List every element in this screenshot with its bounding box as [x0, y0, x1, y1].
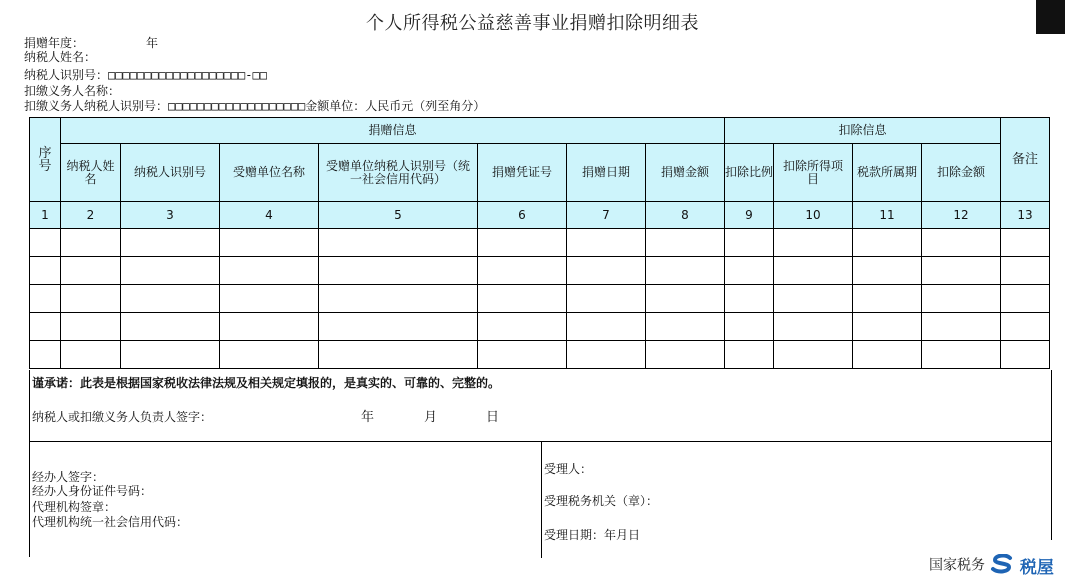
- col-deduction-income-item: 扣除所得项目: [774, 144, 853, 202]
- col-number-2: 2: [61, 202, 121, 229]
- table-cell[interactable]: [61, 341, 121, 369]
- col-number-13: 13: [1001, 202, 1050, 229]
- table-cell[interactable]: [646, 341, 725, 369]
- table-row: [30, 229, 1050, 257]
- table-cell[interactable]: [922, 229, 1001, 257]
- table-cell[interactable]: [922, 313, 1001, 341]
- col-number-5: 5: [319, 202, 478, 229]
- table-cell[interactable]: [646, 257, 725, 285]
- table-cell[interactable]: [774, 285, 853, 313]
- agent-acceptance-section: [29, 441, 1052, 557]
- table-cell[interactable]: [774, 313, 853, 341]
- table-cell[interactable]: [567, 313, 646, 341]
- table-row: [30, 341, 1050, 369]
- table-cell[interactable]: [853, 229, 922, 257]
- col-donation-amount: 捐赠金额: [646, 144, 725, 202]
- table-cell[interactable]: [774, 229, 853, 257]
- table-cell[interactable]: [567, 285, 646, 313]
- table-cell[interactable]: [121, 229, 220, 257]
- agency-credit-code-label: 代理机构统一社会信用代码：: [32, 515, 189, 529]
- table-cell[interactable]: [725, 257, 774, 285]
- withholder-name-label: 扣缴义务人名称：: [24, 84, 121, 98]
- table-cell[interactable]: [1001, 257, 1050, 285]
- table-cell[interactable]: [1001, 313, 1050, 341]
- col-number-12: 12: [922, 202, 1001, 229]
- table-cell[interactable]: [922, 257, 1001, 285]
- tax-office-label: 受理税务机关（章）：: [544, 494, 659, 508]
- watermark-text: 国家税务: [929, 557, 985, 574]
- table-cell[interactable]: [478, 285, 567, 313]
- table-cell[interactable]: [853, 341, 922, 369]
- table-cell[interactable]: [61, 257, 121, 285]
- donation-year-line: [24, 37, 158, 50]
- table-cell[interactable]: [478, 257, 567, 285]
- table-cell[interactable]: [220, 257, 319, 285]
- table-cell[interactable]: [725, 229, 774, 257]
- table-cell[interactable]: [220, 285, 319, 313]
- table-cell[interactable]: [319, 313, 478, 341]
- table-cell[interactable]: [30, 313, 61, 341]
- table-cell[interactable]: [725, 313, 774, 341]
- table-cell[interactable]: [1001, 341, 1050, 369]
- table-cell[interactable]: [61, 313, 121, 341]
- section-divider: [541, 442, 542, 558]
- taxpayer-id-label: 纳税人识别号：: [24, 68, 109, 82]
- table-cell[interactable]: [30, 285, 61, 313]
- col-number-11: 11: [853, 202, 922, 229]
- table-cell[interactable]: [774, 341, 853, 369]
- table-cell[interactable]: [121, 285, 220, 313]
- col-number-3: 3: [121, 202, 220, 229]
- col-recipient-name: 受赠单位名称: [220, 144, 319, 202]
- year-unit: 年: [146, 36, 159, 50]
- table-cell[interactable]: [853, 285, 922, 313]
- col-taxpayer-id: 纳税人识别号: [121, 144, 220, 202]
- table-cell[interactable]: [567, 341, 646, 369]
- col-donation-date: 捐赠日期: [567, 144, 646, 202]
- table-cell[interactable]: [922, 285, 1001, 313]
- table-cell[interactable]: [478, 229, 567, 257]
- table-cell[interactable]: [478, 313, 567, 341]
- col-tax-period: 税款所属期: [853, 144, 922, 202]
- shuiwu-logo-icon: [989, 554, 1015, 578]
- table-cell[interactable]: [30, 341, 61, 369]
- col-number-8: 8: [646, 202, 725, 229]
- handler-id-label: 经办人身份证件号码：: [32, 484, 153, 498]
- table-cell[interactable]: [319, 257, 478, 285]
- withholder-id-boxes: □□□□□□□□□□□□□□□□□□□: [168, 99, 306, 113]
- table-cell[interactable]: [922, 341, 1001, 369]
- section-right-border: [1051, 442, 1052, 540]
- taxpayer-name-label: 纳税人姓名：: [24, 50, 97, 64]
- table-cell[interactable]: [567, 257, 646, 285]
- table-cell[interactable]: [853, 313, 922, 341]
- deduction-info-header: 扣除信息: [725, 118, 1001, 144]
- table-cell[interactable]: [30, 257, 61, 285]
- donation-year-label: 捐赠年度：: [24, 36, 85, 50]
- table-cell[interactable]: [567, 229, 646, 257]
- amount-unit-label: 金额单位：人民币元（列至角分）: [305, 99, 486, 113]
- col-number-9: 9: [725, 202, 774, 229]
- seq-header: 序号: [30, 118, 61, 202]
- handler-signature-label: 经办人签字：: [32, 470, 105, 484]
- col-deduction-amount: 扣除金额: [922, 144, 1001, 202]
- col-number-4: 4: [220, 202, 319, 229]
- table-cell[interactable]: [319, 341, 478, 369]
- brand-name: 税屋: [1019, 558, 1054, 578]
- table-cell[interactable]: [725, 341, 774, 369]
- table-cell[interactable]: [61, 229, 121, 257]
- acceptance-date-label: 受理日期：年月日: [544, 528, 641, 542]
- col-number-1: 1: [30, 202, 61, 229]
- table-row: [30, 313, 1050, 341]
- promise-statement: 谨承诺：此表是根据国家税收法律法规及相关规定填报的，是真实的、可靠的、完整的。: [32, 376, 501, 390]
- receiver-label: 受理人：: [544, 462, 593, 476]
- col-recipient-id: 受赠单位纳税人识别号（统一社会信用代码）: [319, 144, 478, 202]
- sign-month: 月: [424, 410, 438, 425]
- table-cell[interactable]: [646, 313, 725, 341]
- table-cell[interactable]: [220, 313, 319, 341]
- table-cell[interactable]: [853, 257, 922, 285]
- table-cell[interactable]: [121, 341, 220, 369]
- table-row: [30, 257, 1050, 285]
- col-voucher-number: 捐赠凭证号: [478, 144, 567, 202]
- signature-label: 纳税人或扣缴义务人负责人签字：: [32, 410, 213, 424]
- table-row: [30, 285, 1050, 313]
- table-cell[interactable]: [319, 229, 478, 257]
- page-title: 个人所得税公益慈善事业捐赠扣除明细表: [366, 13, 699, 34]
- withholder-id-line: [24, 100, 485, 113]
- taxpayer-id-line: [24, 69, 267, 82]
- col-number-7: 7: [567, 202, 646, 229]
- table-cell[interactable]: [774, 257, 853, 285]
- donation-detail-table: [29, 117, 1050, 369]
- sign-year: 年: [361, 410, 375, 425]
- col-deduction-ratio: 扣除比例: [725, 144, 774, 202]
- sign-day: 日: [486, 410, 500, 425]
- table-cell[interactable]: [61, 285, 121, 313]
- table-cell[interactable]: [220, 229, 319, 257]
- declaration-section: [29, 370, 1052, 442]
- table-cell[interactable]: [1001, 285, 1050, 313]
- table-cell[interactable]: [319, 285, 478, 313]
- table-cell[interactable]: [121, 313, 220, 341]
- table-cell[interactable]: [220, 341, 319, 369]
- watermark: [929, 553, 1054, 578]
- table-cell[interactable]: [478, 341, 567, 369]
- table-cell[interactable]: [646, 229, 725, 257]
- remark-header: 备注: [1001, 118, 1050, 202]
- col-taxpayer-name: 纳税人姓名: [61, 144, 121, 202]
- col-number-6: 6: [478, 202, 567, 229]
- table-cell[interactable]: [725, 285, 774, 313]
- table-cell[interactable]: [1001, 229, 1050, 257]
- taxpayer-id-boxes: □□□□□□□□□□□□□□□□□□□-□□: [108, 68, 267, 82]
- agency-seal-label: 代理机构签章：: [32, 500, 117, 514]
- table-cell[interactable]: [646, 285, 725, 313]
- table-cell[interactable]: [121, 257, 220, 285]
- col-number-10: 10: [774, 202, 853, 229]
- withholder-id-label: 扣缴义务人纳税人识别号：: [24, 99, 169, 113]
- table-cell[interactable]: [30, 229, 61, 257]
- donation-info-header: 捐赠信息: [61, 118, 725, 144]
